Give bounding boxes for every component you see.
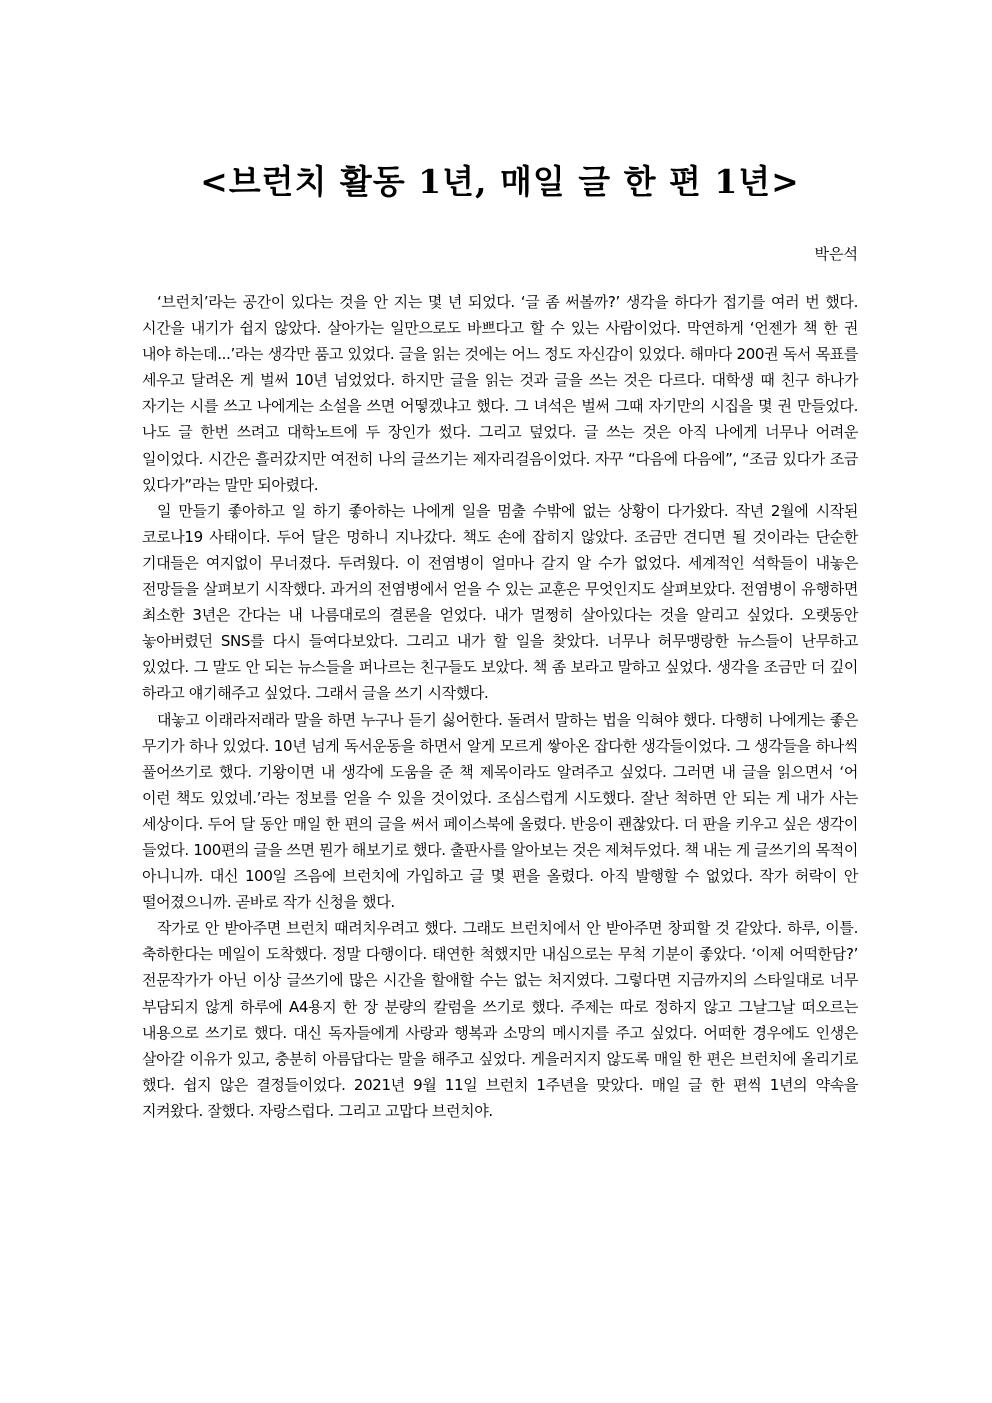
document-body — [142, 289, 858, 1124]
author-name: 박은석 — [814, 245, 858, 263]
paragraph-2: 일 만들기 좋아하고 일 하기 좋아하는 나에게 일을 멈출 수밖에 없는 상황이 다가왔다. 작년 2월에 시작된 코로나19 사태이다. 두어 달은 멍하니 지나갔다. 책도 손에 잡히지 않았다. 조금만 견디면 될 것이라는 단순한 기대들은 여지없이 무너졌다. 두려웠다. 이 전염병이 얼마나 갈지 알 수가 없었다. 세계적인 석학들이 내놓은 전망들을 살펴보기 시작했다. 과거의 전염병에서 얻을 수 있는 교훈은 무엇인지도 살펴보았다. 전염병이 유행하면 최소한 3년은 간다는 내 나름대로의 결론을 얻었다. 내가 멀쩡히 살아있다는 것을 알리고 싶었다. 오랫동안 놓아버렸던 SNS를 다시 들여다보았다. 그리고 내가 할 일을 찾았다. 너무나 허무맹랑한 뉴스들이 난무하고 있었다. 그 말도 안 되는 뉴스들을 퍼나르는 친구들도 보았다. 책 좀 보라고 말하고 싶었다. 생각을 조금만 더 깊이 하라고 얘기해주고 싶었다. 그래서 글을 쓰기 시작했다. — [142, 501, 858, 703]
paragraph-3: 대놓고 이래라저래라 말을 하면 누구나 듣기 싫어한다. 돌려서 말하는 법을 익혀야 했다. 다행히 나에게는 좋은 무기가 하나 있었다. 10년 넘게 독서운동을 하면서 알게 모르게 쌓아온 잡다한 생각들이었다. 그 생각들을 하나씩 풀어쓰기로 했다. 기왕이면 내 생각에 도움을 준 책 제목이라도 알려주고 싶었다. 그러면 내 글을 읽으면서 ‘어 이런 책도 있었네.’라는 정보를 얻을 수 있을 것이었다. 조심스럽게 시도했다. 잘난 척하면 안 되는 게 내가 사는 세상이다. 두어 달 동안 매일 한 편의 글을 써서 페이스북에 올렸다. 반응이 괜찮았다. 더 판을 키우고 싶은 생각이 들었다. 100편의 글을 쓰면 뭔가 해보기로 했다. 출판사를 알아보는 것은 제쳐두었다. 책 내는 게 글쓰기의 목적이 아니니까. 대신 100일 즈음에 브런치에 가입하고 글 몇 편을 올렸다. 아직 발행할 수 없었다. 작가 허락이 안 떨어졌으니까. 곧바로 작가 신청을 했다. — [142, 710, 858, 912]
paragraph-4: 작가로 안 받아주면 브런치 때려치우려고 했다. 그래도 브런치에서 안 받아주면 창피할 것 같았다. 하루, 이틀. 축하한다는 메일이 도착했다. 정말 다행이다. 태연한 척했지만 내심으로는 무척 기분이 좋았다. ‘이제 어떡한담?’ 전문작가가 아닌 이상 글쓰기에 많은 시간을 할애할 수는 없는 처지였다. 그렇다면 지금까지의 스타일대로 너무 부담되지 않게 하루에 A4용지 한 장 분량의 칼럼을 쓰기로 했다. 주제는 따로 정하지 않고 그날그날 떠오르는 내용으로 쓰기로 했다. 대신 독자들에게 사랑과 행복과 소망의 메시지를 주고 싶었다. 어떠한 경우에도 인생은 살아갈 이유가 있고, 충분히 아름답다는 말을 해주고 싶었다. 게을러지지 않도록 매일 한 편은 브런치에 올리기로 했다. 쉽지 않은 결정들이었다. 2021년 9월 11일 브런치 1주년을 맞았다. 매일 글 한 편씩 1년의 약속을 지켜왔다. 잘했다. 자랑스럽다. 그리고 고맙다 브런치야. — [142, 919, 858, 1120]
paragraph-1: ‘브런치’라는 공간이 있다는 것을 안 지는 몇 년 되었다. ‘글 좀 써볼까?’ 생각을 하다가 접기를 여러 번 했다. 시간을 내기가 쉽지 않았다. 살아가는 일만으로도 바쁘다고 할 수 있는 사람이었다. 막연하게 ‘언젠가 책 한 권 내야 하는데...’라는 생각만 품고 있었다. 글을 읽는 것에는 어느 정도 자신감이 있었다. 해마다 200권 독서 목표를 세우고 달려온 게 벌써 10년 넘었었다. 하지만 글을 읽는 것과 글을 쓰는 것은 다르다. 대학생 때 친구 하나가 자기는 시를 쓰고 나에게는 소설을 쓰면 어떻겠냐고 했다. 그 녀석은 벌써 그때 자기만의 시집을 몇 권 만들었다. 나도 글 한번 쓰려고 대학노트에 두 장인가 썼다. 그리고 덮었다. 글 쓰는 것은 아직 나에게 너무나 어려운 일이었다. 시간은 흘러갔지만 여전히 나의 글쓰기는 제자리걸음이었다. 자꾸 “다음에 다음에”, “조금 있다가 조금 있다가”라는 말만 되아렸다. — [142, 293, 858, 494]
document-title: <브런치 활동 1년, 매일 글 한 편 1년> — [200, 162, 800, 201]
